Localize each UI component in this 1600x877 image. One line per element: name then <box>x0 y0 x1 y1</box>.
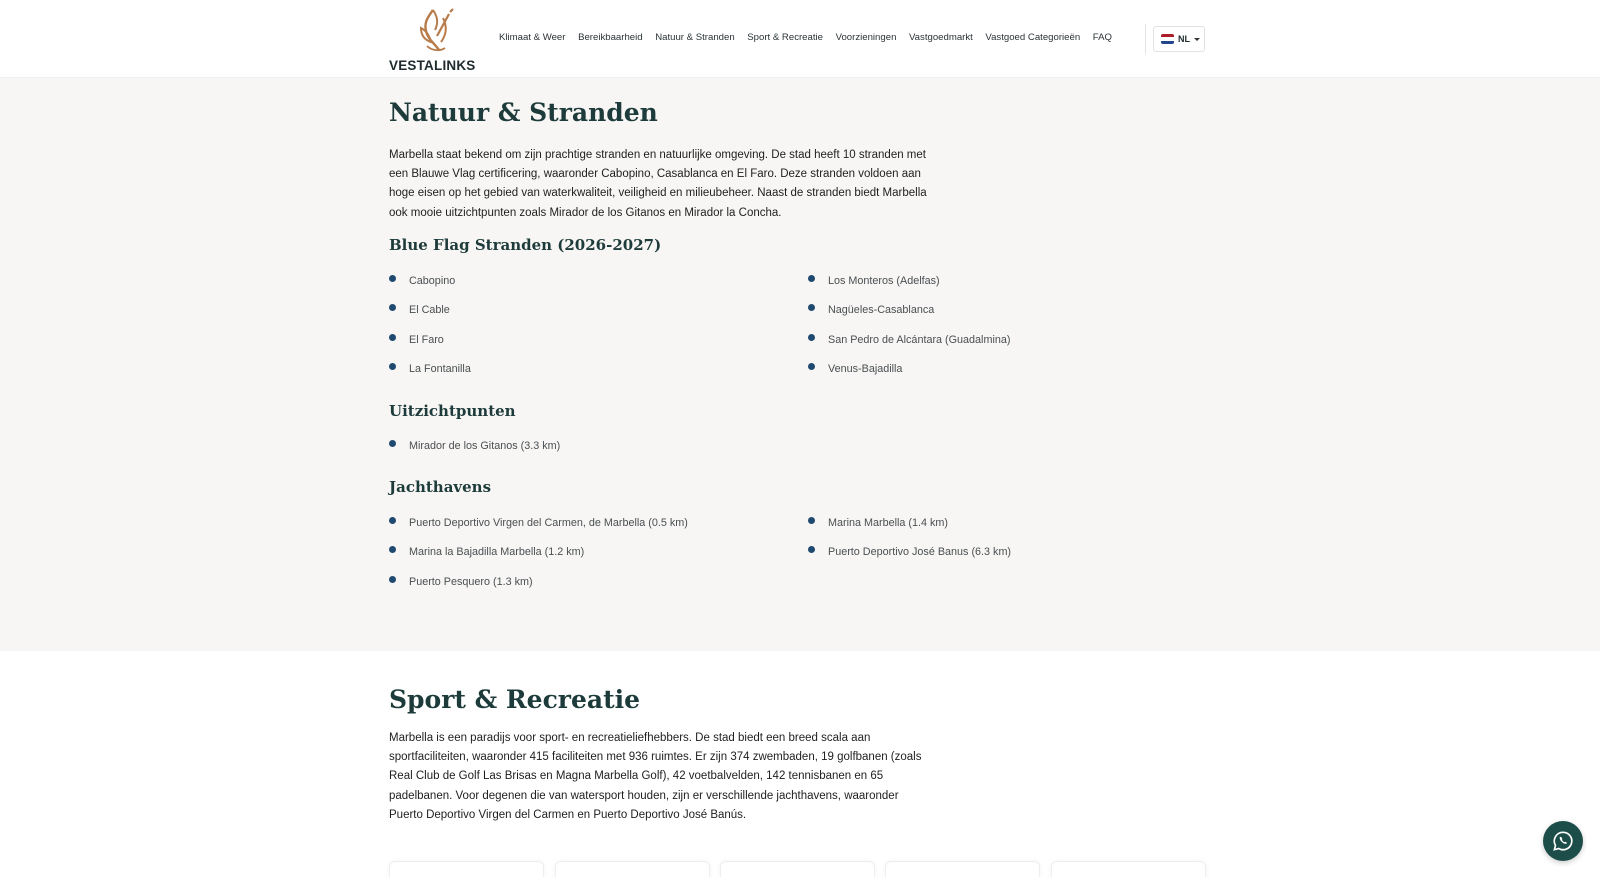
sport-card[interactable] <box>555 861 710 877</box>
list-item: Mirador de los Gitanos (3.3 km) <box>389 440 560 452</box>
sport-card[interactable] <box>1051 861 1206 877</box>
nature-title: Natuur & Stranden <box>389 98 658 127</box>
whatsapp-button[interactable] <box>1543 821 1583 861</box>
list-item: Nagüeles-Casablanca <box>808 304 934 316</box>
list-item: Marina la Bajadilla Marbella (1.2 km) <box>389 546 584 558</box>
list-item: Los Monteros (Adelfas) <box>808 275 940 287</box>
list-item: Cabopino <box>389 275 455 287</box>
bullet-icon <box>808 517 815 524</box>
brand-logo[interactable] <box>389 6 479 72</box>
bullet-icon <box>808 363 815 370</box>
bullet-icon <box>808 334 815 341</box>
nav-item-sport[interactable]: Sport & Recreatie <box>747 32 823 43</box>
sport-card[interactable] <box>389 861 544 877</box>
language-code: NL <box>1178 34 1190 44</box>
nav-item-voorzieningen[interactable]: Voorzieningen <box>835 32 897 43</box>
netherlands-flag-icon <box>1161 34 1174 44</box>
list-item: Puerto Pesquero (1.3 km) <box>389 576 533 588</box>
bullet-icon <box>389 275 396 282</box>
sport-card[interactable] <box>885 861 1040 877</box>
list-item: Puerto Deportivo Virgen del Carmen, de Marbella (0.5 km) <box>389 517 688 529</box>
nature-section <box>0 78 1600 651</box>
bullet-icon <box>389 334 396 341</box>
list-item: Marina Marbella (1.4 km) <box>808 517 948 529</box>
bullet-icon <box>389 304 396 311</box>
nav-item-vastgoed-categorieen[interactable]: Vastgoed Categorieën <box>985 32 1081 43</box>
main-nav <box>499 32 1125 43</box>
language-selector[interactable] <box>1153 26 1205 52</box>
chevron-down-icon <box>1194 38 1200 41</box>
list-item: La Fontanilla <box>389 363 471 375</box>
blue-flag-title: Blue Flag Stranden (2026-2027) <box>389 236 662 254</box>
sport-card[interactable] <box>720 861 875 877</box>
flame-leaf-logo-icon <box>413 6 455 54</box>
list-item: San Pedro de Alcántara (Guadalmina) <box>808 334 1010 346</box>
bullet-icon <box>808 304 815 311</box>
bullet-icon <box>389 517 396 524</box>
header-divider <box>1145 24 1146 54</box>
list-item: El Faro <box>389 334 444 346</box>
list-item: Puerto Deportivo José Banus (6.3 km) <box>808 546 1011 558</box>
nav-item-vastgoedmarkt[interactable]: Vastgoedmarkt <box>909 32 973 43</box>
nature-intro: Marbella staat bekend om zijn prachtige stranden en natuurlijke omgeving. De stad heeft 10 stranden met een Blauwe Vlag certificering, waaronder Cabopino, Casablanca en El Faro. Deze stranden voldoen aan hoge eisen op het gebied van waterkwaliteit, veiligheid en milieubeheer. Naast de stranden biedt Marbella ook mooie uitzichtpunten zoals Mirador de los Gitanos en Mirador la Concha. <box>389 149 927 219</box>
bullet-icon <box>389 576 396 583</box>
marinas-title: Jachthavens <box>389 478 492 496</box>
list-item: Venus-Bajadilla <box>808 363 902 375</box>
bullet-icon <box>389 546 396 553</box>
site-header <box>0 0 1600 78</box>
viewpoints-title: Uitzichtpunten <box>389 402 516 420</box>
sport-section <box>0 651 1600 877</box>
nav-item-faq[interactable]: FAQ <box>1092 32 1112 43</box>
bullet-icon <box>389 363 396 370</box>
whatsapp-icon <box>1552 830 1574 852</box>
bullet-icon <box>389 440 396 447</box>
nav-item-bereikbaarheid[interactable]: Bereikbaarheid <box>578 32 643 43</box>
bullet-icon <box>808 275 815 282</box>
sport-intro: Marbella is een paradijs voor sport- en recreatieliefhebbers. De stad biedt een breed scala aan sportfaciliteiten, waaronder 415 faciliteiten met 936 ruimtes. Er zijn 374 zwembaden, 19 golfbanen (zoals Real Club de Golf Las Brisas en Magna Marbella Golf), 42 voetbalvelden, 142 tennisbanen en 65 padelbanen. Voor degenen die van watersport houden, zijn er verschillende jachthavens, waaronder Puerto Deportivo Virgen del Carmen en Puerto Deportivo José Banús. <box>389 732 922 821</box>
list-item: El Cable <box>389 304 450 316</box>
brand-name: VESTALINKS <box>389 58 476 73</box>
sport-title: Sport & Recreatie <box>389 685 641 714</box>
nav-item-natuur[interactable]: Natuur & Stranden <box>655 32 735 43</box>
bullet-icon <box>808 546 815 553</box>
nav-item-klimaat[interactable]: Klimaat & Weer <box>499 32 566 43</box>
